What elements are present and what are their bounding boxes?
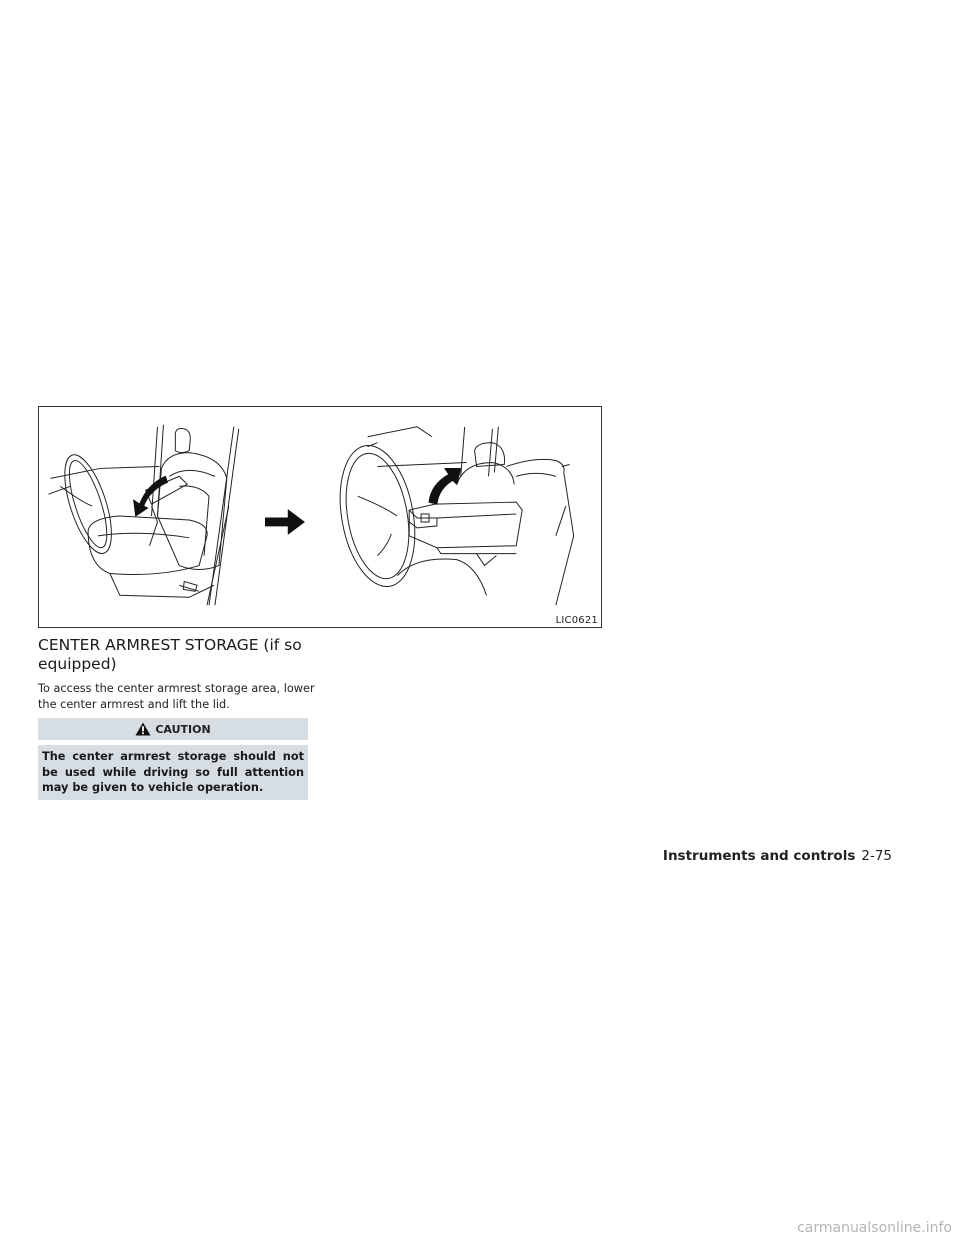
footer-section: Instruments and controls	[662, 848, 856, 864]
caution-label: CAUTION	[155, 722, 211, 736]
page-number: 2-75	[861, 848, 892, 864]
figure-code: LIC0621	[555, 615, 598, 626]
watermark: carmanualsonline.info	[797, 1220, 952, 1236]
caution-text: The center armrest storage should not be used while driving so full attention may be given to vehicle operation.	[38, 745, 308, 800]
caution-header	[38, 718, 308, 740]
section-title: CENTER ARMREST STORAGE (if so equipped)	[38, 636, 302, 673]
warning-icon	[135, 722, 151, 736]
armrest-illustration	[38, 406, 602, 628]
armrest-line-drawing	[39, 407, 601, 627]
section-body: To access the center armrest storage area, lower the center armrest and lift the lid.	[38, 682, 315, 711]
caution-box	[38, 718, 308, 800]
page-footer	[663, 848, 892, 864]
